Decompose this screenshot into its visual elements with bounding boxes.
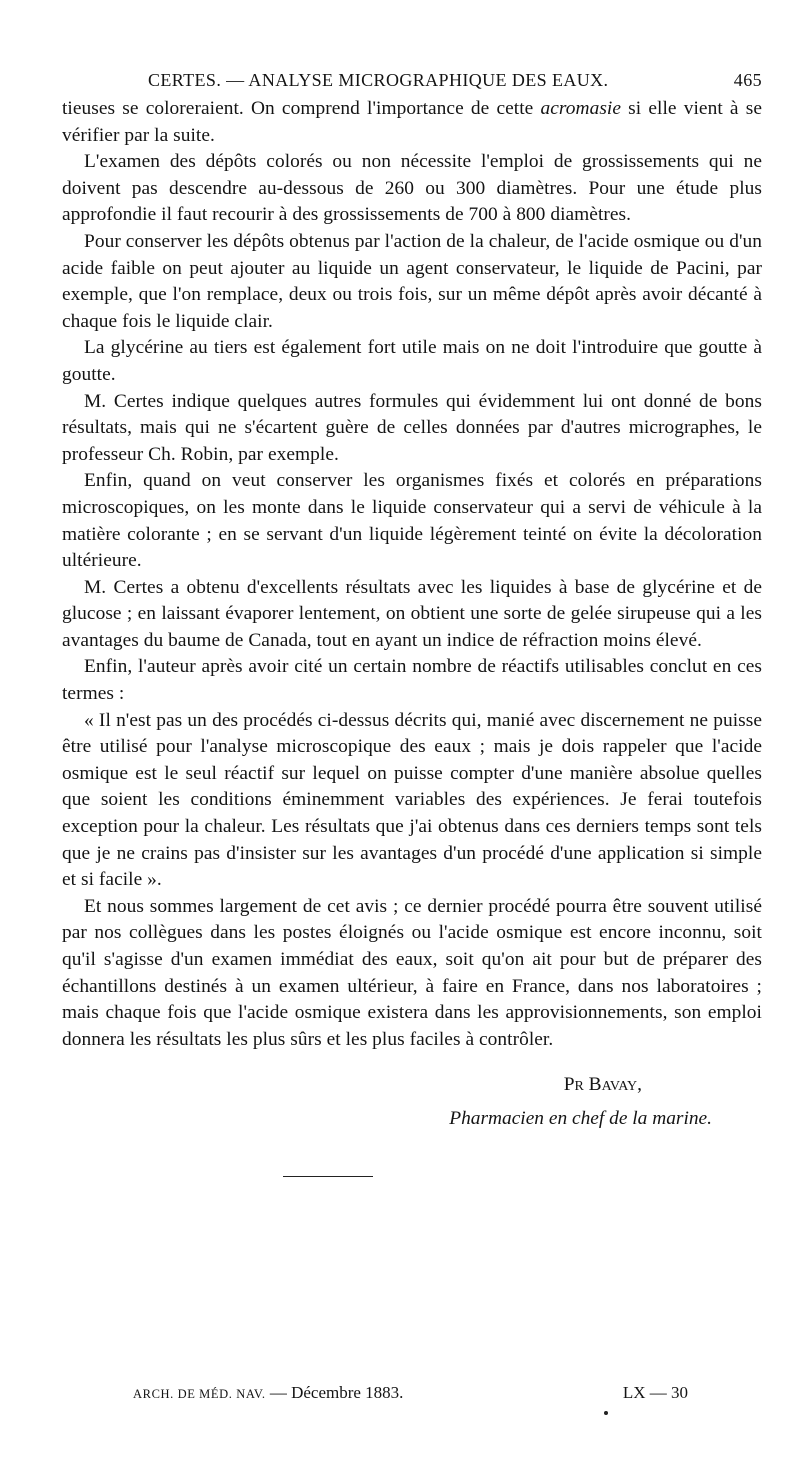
paragraph-6: Enfin, quand on veut conserver les organismes fixés et colorés en préparations microscopiques, on les monte dans le liquide conservateur qui a servi de véhicule à la matière colorante ; en se servant d'un liquide légèrement teinté on évite la décoloration ultérieure. — [62, 470, 762, 572]
section-rule — [283, 1176, 373, 1177]
paragraph-5: M. Certes indique quelques autres formules qui évidemment lui ont donné de bons résultats, mais qui ne s'écartent guère de celles données par d'autres micrographes, le professeur Ch. Robin, par exemple. — [62, 390, 762, 465]
paragraph-10: Et nous sommes largement de cet avis ; ce dernier procédé pourra être souvent utilisé par nos collègues dans les postes éloignés ou l'acide osmique est encore inconnu, soit qu'il s'agisse d'un examen immédiat des eaux, soit qu'on ait pour but de préparer des échantillons destinés à un examen ultérieur, à faire en France, dans nos laboratoires ; mais chaque fois que l'acide osmique existera dans les approvisionnements, son emploi donnera les résultats les plus sûrs et les plus faciles à contrôler. — [62, 895, 762, 1050]
paragraph-3: Pour conserver les dépôts obtenus par l'action de la chaleur, de l'acide osmique ou d'un acide faible on peut ajouter au liquide un agent conservateur, le liquide de Pacini, par exemple, que l'on remplace, deux ou trois fois, sur un même dépôt après avoir décanté à chaque fois le liquide clair. — [62, 230, 762, 332]
signature-mark: LX — 30 — [622, 1383, 688, 1402]
article-body — [62, 96, 762, 1053]
running-title: CERTES. — ANALYSE MICROGRAPHIQUE DES EAUX. — [148, 70, 609, 90]
journal-reference — [133, 1383, 403, 1403]
author-name: Pr Bavay, — [563, 1074, 642, 1096]
paragraph-4: La glycérine au tiers est également fort utile mais on ne doit l'introduire que goutte à goutte. — [62, 337, 762, 385]
running-header — [62, 62, 762, 96]
page-number: 465 — [733, 70, 762, 90]
paragraph-8: Enfin, l'auteur après avoir cité un certain nombre de réactifs utilisables conclut en ces termes : — [62, 656, 762, 705]
footer-dash: — — [265, 1383, 292, 1402]
issue-date: Décembre 1883. — [291, 1383, 404, 1402]
paragraph-7: M. Certes a obtenu d'excellents résultats avec les liquides à base de glycérine et de glucose ; en laissant évaporer lentement, on obtient une sorte de gelée sirupeuse qui a les avantages du baume de Canada, tout en ayant un indice de réfraction moins élevé. — [62, 576, 762, 651]
journal-name: ARCH. DE MÉD. NAV. — [133, 1387, 266, 1401]
emphasis-acromasie: acromasie — [540, 98, 622, 119]
paragraph-2: L'examen des dépôts colorés ou non nécessite l'emploi de grossissements qui ne doivent pas descendre au-dessous de 260 ou 300 diamètres. Pour une étude plus approfondie il faut recourir à des grossissements de 700 à 800 diamètres. — [62, 151, 762, 226]
author-role: Pharmacien en chef de la marine. — [449, 1108, 712, 1130]
paragraph-9-quote: « Il n'est pas un des procédés ci-dessus décrits qui, manié avec discernement ne puisse être utilisé pour l'analyse microscopique des eaux ; mais je dois rappeler que l'acide osmique est le seul réactif sur lequel on puisse compter d'une manière absolue quelles que soient les conditions éminemment variables des expériences. Je ferai toutefois exception pour la chaleur. Les résultats que j'ai obtenus dans ces derniers temps sont tels que je ne crains pas d'insister sur les avantages d'un procédé d'une application si simple et si facile ». — [62, 709, 762, 891]
page-content — [62, 62, 762, 1133]
print-mark-dot — [604, 1411, 608, 1415]
paragraph-1-tail: si elle vient à se vérifier par la suite. — [62, 98, 763, 146]
signature-block — [62, 1071, 762, 1133]
paragraph-1-text: tieuses se coloreraient. On comprend l'importance de cette — [62, 98, 541, 119]
paragraph-1 — [62, 96, 762, 149]
